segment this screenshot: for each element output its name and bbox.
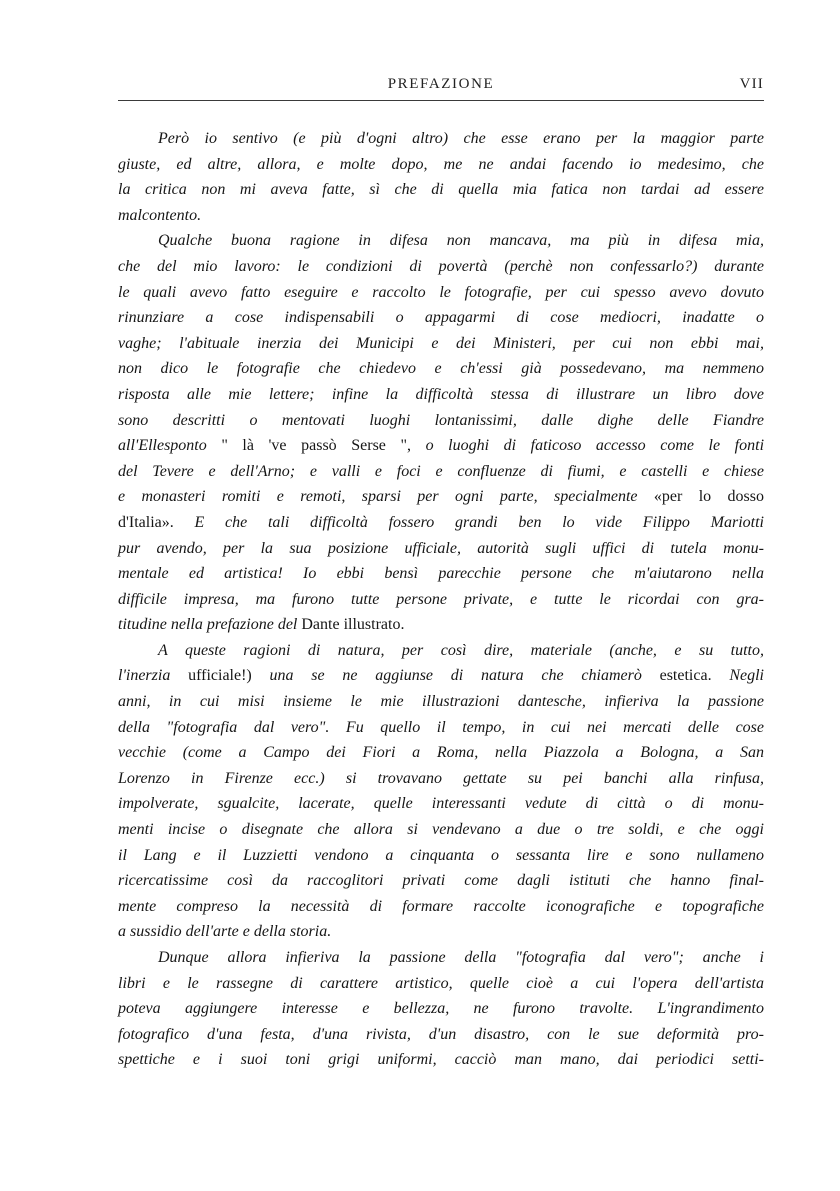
text-line: poteva aggiungere interesse e bellezza, ne furono travolte. L'ingrandimento	[118, 1000, 764, 1018]
text-line: fotografico d'una festa, d'una rivista, d'un disastro, con le sue deformità pro-	[118, 1025, 764, 1043]
text-line: impolverate, sgualcite, lacerate, quelle interessanti vedute di città o di monu-	[118, 795, 764, 813]
text-line: menti incise o disegnate che allora si vendevano a due o tre soldi, e che oggi	[118, 821, 764, 839]
text-segment: E che tali difficoltà fossero grandi ben lo vide Filippo Mariotti	[194, 513, 765, 531]
text-line: Qualche buona ragione in difesa non mancava, ma più in difesa mia,	[158, 232, 764, 250]
running-title: PREFAZIONE	[387, 76, 495, 92]
text-line: anni, in cui misi insieme le mie illustrazioni dantesche, infieriva la passione	[118, 693, 764, 711]
text-line: Dunque allora infieriva la passione della "fotografia dal vero"; anche i	[158, 949, 764, 966]
text-segment: o luoghi di faticoso accesso come le fonti	[425, 437, 765, 455]
running-header	[118, 76, 764, 98]
text-segment: una se ne aggiunse di natura che chiamerò	[269, 667, 642, 685]
text-line: difficile impresa, ma furono tutte persone private, e tutte le ricordai con gra-	[118, 590, 764, 608]
text-line: il Lang e il Luzzietti vendono a cinquanta o sessanta lire e sono nullameno	[118, 846, 764, 864]
text-line	[118, 663, 764, 689]
text-line: la critica non mi aveva fatte, sì che di quella mia fatica non tardai ad essere	[118, 181, 764, 199]
text-line: risposta alle mie lettere; infine la difficoltà stessa di illustrare un libro dove	[118, 385, 764, 403]
text-segment-quotation: «per lo dosso	[653, 488, 765, 506]
text-line: le quali avevo fatto eseguire e raccolto le fotografie, per cui spesso avevo dovuto	[118, 283, 764, 301]
text-line	[118, 510, 764, 536]
text-segment-roman: estetica.	[659, 667, 712, 685]
text-segment-roman: ufficiale!)	[188, 667, 252, 685]
text-line	[118, 484, 764, 510]
text-line: del Tevere e dell'Arno; e valli e foci e confluenze di fiumi, e castelli e chiese	[118, 462, 764, 480]
text-segment: all'Ellesponto	[118, 437, 207, 455]
text-line: Però io sentivo (e più d'ogni altro) che esse erano per la maggior parte	[158, 130, 764, 147]
text-segment: titudine nella prefazione del	[118, 616, 298, 634]
preface-text	[118, 126, 764, 1073]
text-line: spettiche e i suoi toni grigi uniformi, cacciò man mano, dai periodici setti-	[118, 1051, 764, 1069]
text-segment: Negli	[729, 667, 764, 685]
page-number: VII	[739, 76, 764, 92]
text-line: ricercatissime così da raccoglitori privati come dagli istituti che hanno final-	[118, 872, 764, 890]
text-line: a sussidio dell'arte e della storia.	[118, 923, 332, 941]
text-segment: e monasteri romiti e remoti, sparsi per ogni parte, specialmente	[118, 488, 638, 506]
header-rule	[118, 100, 764, 101]
text-line: Lorenzo in Firenze ecc.) si trovavano gettate su pei banchi alla rinfusa,	[118, 769, 764, 787]
text-line: malcontento.	[118, 206, 202, 224]
text-line: non dico le fotografie che chiedevo e ch'essi già possedevano, ma nemmeno	[118, 360, 764, 378]
text-line	[118, 433, 764, 459]
text-line: pur avendo, per la sua posizione ufficiale, autorità sugli uffici di tutela monu-	[118, 539, 764, 557]
text-segment-book-title: Dante illustrato.	[301, 616, 405, 634]
text-line: mentale ed artistica! Io ebbi bensì parecchie persone che m'aiutarono nella	[118, 565, 764, 583]
text-line: A queste ragioni di natura, per così dire, materiale (anche, e su tutto,	[158, 641, 764, 659]
text-line: vaghe; l'abituale inerzia dei Municipi e dei Ministeri, per cui non ebbi mai,	[118, 334, 764, 352]
text-line: della "fotografia dal vero". Fu quello il tempo, in cui nei mercati delle cose	[118, 718, 764, 736]
text-segment-quotation: " là 've passò Serse ",	[221, 437, 412, 455]
text-line: libri e le rassegne di carattere artistico, quelle cioè a cui l'opera dell'artista	[118, 974, 764, 992]
text-line: vecchie (come a Campo dei Fiori a Roma, nella Piazzola a Bologna, a San	[118, 744, 764, 762]
text-line: giuste, ed altre, allora, e molte dopo, me ne andai facendo io medesimo, che	[118, 155, 764, 173]
text-line	[118, 612, 764, 638]
text-line: mente compreso la necessità di formare raccolte iconografiche e topografiche	[118, 897, 764, 915]
text-line: che del mio lavoro: le condizioni di povertà (perchè non confessarlo?) durante	[118, 257, 764, 275]
text-segment-quotation: d'Italia».	[118, 513, 174, 531]
text-line: rinunziare a cose indispensabili o appagarmi di cose mediocri, inadatte o	[118, 309, 764, 327]
book-page	[118, 0, 764, 1191]
text-segment: l'inerzia	[118, 667, 171, 685]
text-line: sono descritti o mentovati luoghi lontanissimi, dalle dighe delle Fiandre	[118, 411, 764, 429]
